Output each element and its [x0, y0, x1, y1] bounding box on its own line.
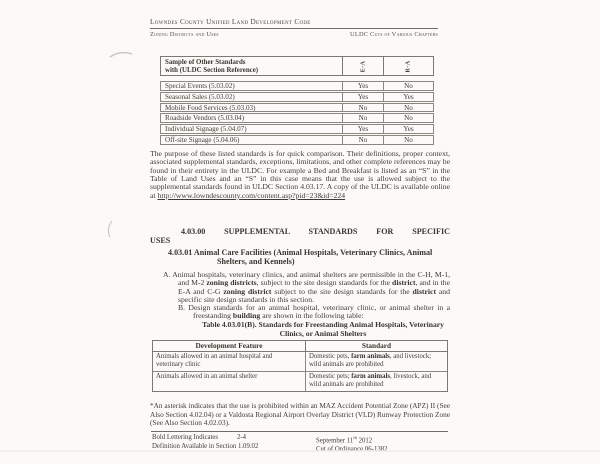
row-value-ra: No: [383, 104, 433, 112]
table-row: [160, 92, 434, 102]
row-label: Individual Signage (5.04.07): [165, 125, 247, 133]
row-label: Seasonal Sales (5.03.02): [165, 92, 235, 101]
row-value-ea: No: [342, 136, 383, 144]
header-chapter-left: Zoning Districts and Uses: [150, 31, 219, 38]
list-marker: A.: [163, 270, 171, 279]
row-value-ra: Yes: [383, 125, 433, 133]
standards-header-line2: with (ULDC Section Reference): [165, 66, 259, 74]
section-title-line1: SUPPLEMENTAL STANDARDS FOR SPECIFIC: [224, 227, 450, 236]
section-title: Animal Care Facilities (Animal Hospitals, Veterinary Clinics, Animal Shelters, and Kennels): [193, 248, 433, 267]
row-value-ea: No: [342, 114, 383, 122]
column-header-feature: Development Feature: [153, 341, 306, 351]
table-gap: [160, 76, 434, 80]
row-value-ea: No: [342, 104, 383, 112]
scan-smudge: [0, 450, 600, 452]
column-header-ra-label: R-A: [404, 59, 412, 73]
row-value-ea: Yes: [342, 93, 383, 101]
table-row: [153, 372, 447, 391]
pencil-mark-top: [110, 53, 132, 57]
list-item-b: [178, 304, 450, 321]
standard-cell: Domestic pets; farm animals, livestock, and wild animals are prohibited: [309, 372, 432, 388]
pencil-mark-left: [108, 221, 112, 237]
row-value-ea: Yes: [342, 125, 383, 133]
footer-date-day: September 11: [316, 437, 354, 445]
section-heading-4-03-00: [150, 227, 450, 246]
header-row: [150, 31, 438, 38]
column-header-standard: Standard: [361, 341, 392, 350]
row-value-ra: No: [383, 82, 433, 90]
footer-date: [316, 434, 388, 446]
column-header-ea-label: E-A: [359, 60, 367, 72]
footer-date-ordinal: th: [353, 435, 357, 440]
feature-cell: Animals allowed in an animal shelter: [153, 372, 306, 391]
footer-bold-note-line2: Definition Available in Section 1.09.02: [152, 442, 259, 450]
table-row: [160, 103, 434, 113]
table-caption: Table 4.03.01(B). Standards for Freestanding Animal Hospitals, Veterinary Clinics, or Animal Shelters: [202, 320, 444, 338]
list-item-text: Animal hospitals, veterinary clinics, and animal shelters are permissible in the C-H, M-1, and M-2 zoning districts, subject to the site design standards for the district, and in the E-A and C-G zoning district subject to the site design standards for the district and specific site design standards in this section.: [172, 270, 450, 304]
standards-table-header: [160, 56, 434, 76]
section-number: 4.03.00: [181, 227, 206, 236]
purpose-paragraph: The purpose of these listed standards is for quick comparison. Their definitions, proper context, associated supplemental standards, exceptions, limitations, and other complete references may be found in their entirety in the ULDC. For example a Bed and Breakfast is listed as an “S” in the Table of Land Uses and an “S” in this case means that the use is allowed subject to the supplemental standards found in ULDC Section 4.03.17. A copy of the ULDC is available online at http://www.lowndescounty.com/content.asp?pid=23&id=224: [150, 149, 450, 200]
column-header-ra: [383, 57, 433, 75]
standards-comparison-table: [160, 56, 434, 145]
standard-cell: Domestic pets, farm animals, and livestock; wild animals are prohibited: [309, 353, 432, 368]
section-heading-line1: [150, 227, 450, 236]
section-heading-4-03-01: [168, 248, 452, 266]
document-title: Lowndes County Unified Land Development Code: [150, 18, 311, 26]
table-row: [153, 352, 447, 372]
list-item-a: [163, 271, 450, 304]
table-row: [160, 113, 434, 123]
list-marker: B.: [178, 303, 186, 312]
footer-rule: [151, 431, 448, 432]
row-value-ra: No: [383, 136, 433, 144]
row-label: Off-site Signage (5.04.06): [165, 135, 240, 144]
header-chapter-right: ULDC Cuts of Various Chapters: [350, 31, 438, 38]
standards-header-line1: Sample of Other Standards: [165, 59, 246, 66]
footer-bold-note-line1: Bold Lettering Indicates: [152, 434, 219, 441]
table-row: [160, 135, 434, 145]
row-value-ea: Yes: [342, 82, 383, 90]
row-value-ra: No: [383, 114, 433, 122]
footer-date-year: 2012: [356, 437, 373, 445]
table-row: [160, 81, 434, 91]
column-header-ea: [342, 57, 383, 75]
section-title-line2: USES: [150, 236, 171, 246]
standards-table-header-label: [161, 57, 342, 75]
table-row: [160, 124, 434, 134]
animal-standards-table: [152, 340, 448, 392]
asterisk-footnote: *An asterisk indicates that the use is prohibited within an MAZ Accident Potential Zone (APZ) II (See Also Section 4.02.04) or a Valdosta Regional Airport Overlay District (VLD) Runway Protection Zone (See Also Section 4.02.03).: [150, 401, 450, 427]
page-number: 2-4: [237, 434, 247, 441]
list-item-text: Design standards for an animal hospital, veterinary clinic, or animal shelter in a freestanding building are shown in the following table:: [188, 303, 450, 321]
animal-table-header: [153, 341, 447, 352]
row-label: Special Events (5.03.02): [165, 82, 235, 90]
header-rule: [150, 28, 438, 29]
section-number: 4.03.01: [168, 248, 193, 257]
row-value-ra: Yes: [383, 93, 433, 101]
row-label: Mobile Food Services (5.03.03): [165, 103, 256, 112]
feature-cell: Animals allowed in an animal hospital and veterinary clinic: [153, 352, 306, 371]
row-label: Roadside Vendors (5.03.04): [165, 114, 245, 123]
